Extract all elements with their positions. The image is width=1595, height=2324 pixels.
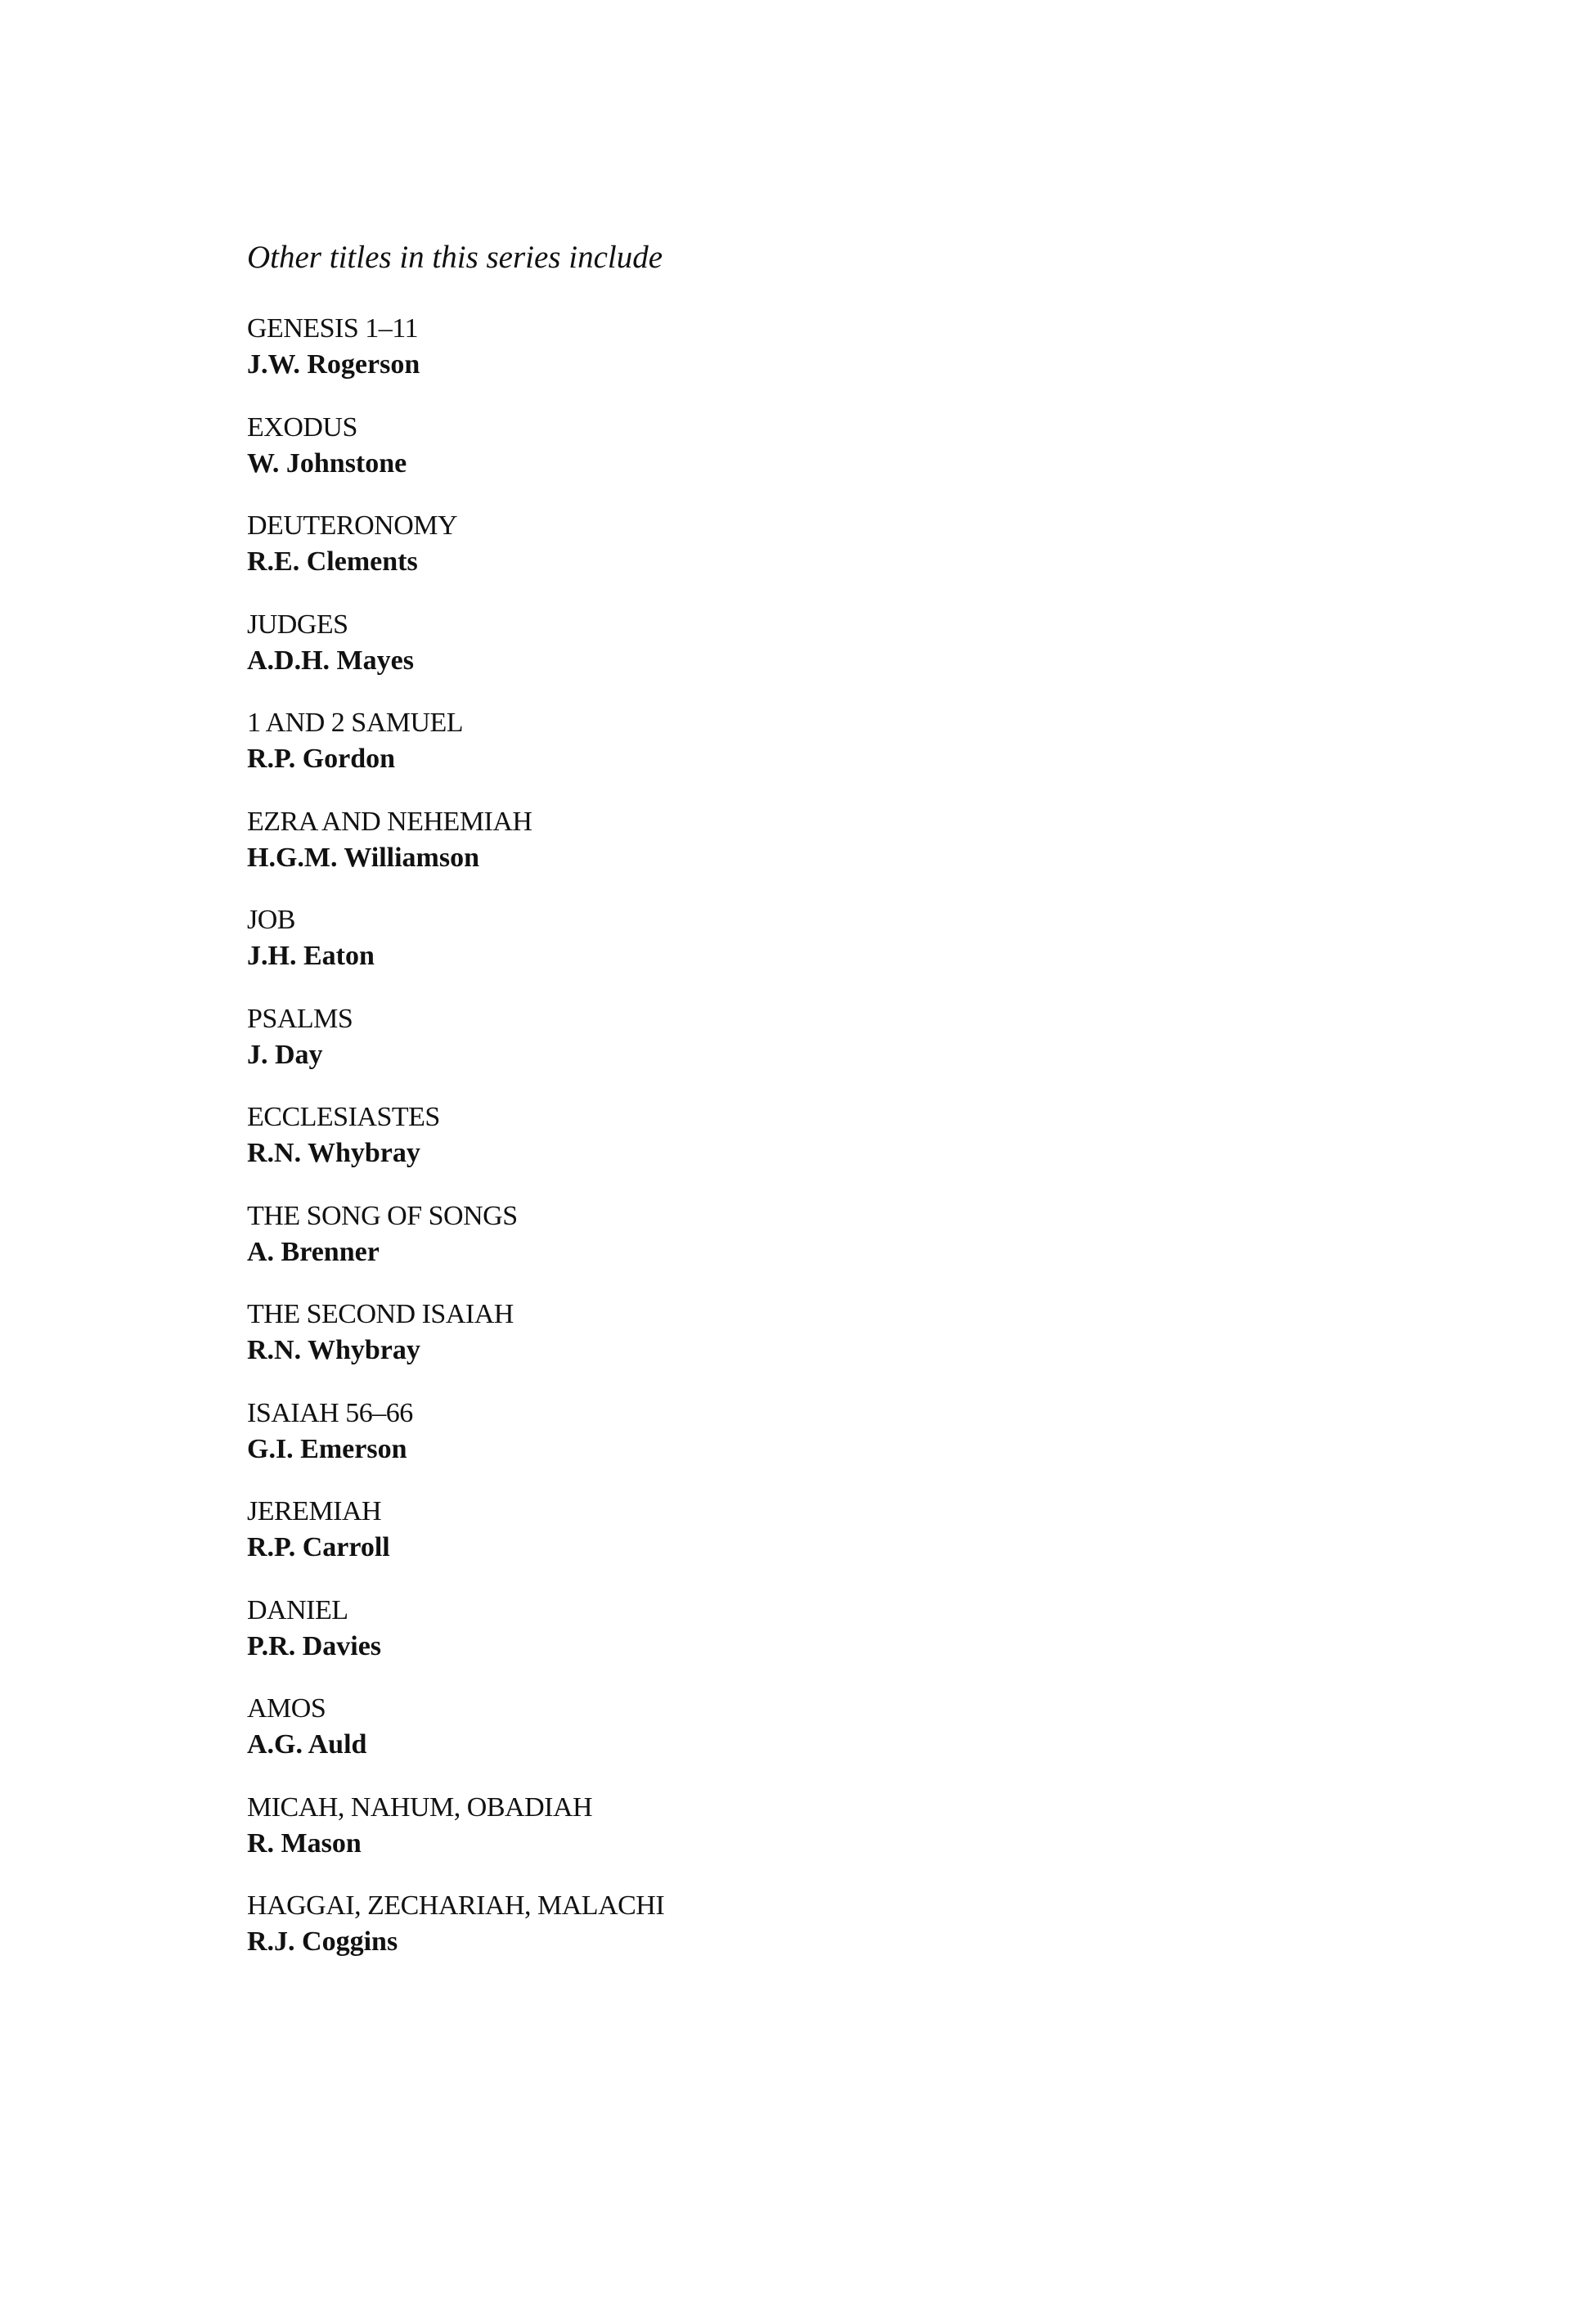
book-author: J.W. Rogerson	[247, 349, 420, 380]
book-author: J.H. Eaton	[247, 941, 375, 971]
book-title: DANIEL	[247, 1594, 348, 1625]
series-titles-section	[247, 237, 1310, 1987]
series-heading: Other titles in this series include	[247, 240, 663, 275]
book-title: JEREMIAH	[247, 1496, 382, 1526]
title-entry	[247, 607, 1310, 706]
title-entry	[247, 1691, 1310, 1790]
title-entry	[247, 1099, 1310, 1198]
title-entry	[247, 705, 1310, 804]
title-entry	[247, 1593, 1310, 1692]
book-title: THE SECOND ISAIAH	[247, 1299, 514, 1329]
book-title: THE SONG OF SONGS	[247, 1200, 518, 1231]
book-title: PSALMS	[247, 1003, 353, 1034]
book-title: MICAH, NAHUM, OBADIAH	[247, 1791, 593, 1823]
title-entry	[247, 311, 1310, 410]
book-author: R. Mason	[247, 1827, 362, 1859]
title-entry	[247, 1198, 1310, 1297]
book-author: R.P. Carroll	[247, 1532, 390, 1562]
title-entry	[247, 1001, 1310, 1100]
title-entry	[247, 1790, 1310, 1889]
book-author: P.R. Davies	[247, 1630, 382, 1661]
title-entry	[247, 1494, 1310, 1593]
book-author: G.I. Emerson	[247, 1433, 407, 1464]
book-title: EZRA AND NEHEMIAH	[247, 806, 532, 837]
book-title: 1 AND 2 SAMUEL	[247, 708, 464, 738]
book-author: A. Brenner	[247, 1236, 380, 1267]
book-author: A.G. Auld	[247, 1729, 367, 1760]
book-author: R.N. Whybray	[247, 1335, 420, 1365]
book-title: AMOS	[247, 1693, 326, 1724]
title-entry	[247, 804, 1310, 903]
book-author: H.G.M. Williamson	[247, 842, 480, 873]
book-title: HAGGAI, ZECHARIAH, MALACHI	[247, 1890, 665, 1921]
book-author: R.P. Gordon	[247, 744, 396, 774]
title-entry	[247, 902, 1310, 1001]
title-entry	[247, 1888, 1310, 1987]
book-title: DEUTERONOMY	[247, 510, 458, 541]
book-author: R.N. Whybray	[247, 1138, 420, 1168]
title-entry	[247, 410, 1310, 509]
title-entry	[247, 508, 1310, 607]
book-author: R.J. Coggins	[247, 1926, 398, 1957]
book-title: ECCLESIASTES	[247, 1102, 440, 1132]
book-author: W. Johnstone	[247, 447, 407, 479]
book-title: JOB	[247, 905, 295, 935]
book-title: EXODUS	[247, 411, 357, 443]
book-title: GENESIS 1–11	[247, 313, 419, 344]
title-entry	[247, 1297, 1310, 1396]
title-entry	[247, 1396, 1310, 1495]
titles-list	[247, 311, 1310, 1987]
book-author: J. Day	[247, 1039, 323, 1070]
book-author: A.D.H. Mayes	[247, 645, 414, 676]
book-title: JUDGES	[247, 609, 348, 640]
book-author: R.E. Clements	[247, 546, 418, 577]
book-title: ISAIAH 56–66	[247, 1397, 413, 1428]
